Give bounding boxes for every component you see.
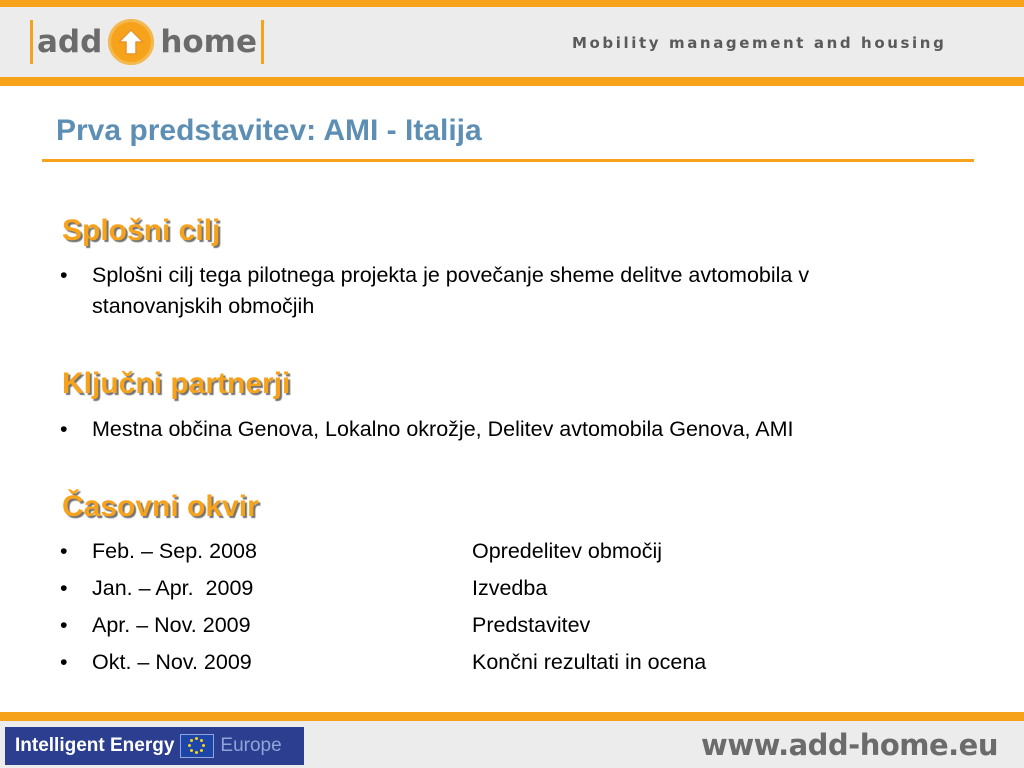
ie-logo-text: Intelligent Energy xyxy=(15,735,175,756)
bullet-text-line2: stanovanjskih območjih xyxy=(92,294,315,318)
bullet-dot: • xyxy=(60,613,68,637)
title-underline xyxy=(42,159,974,162)
bullet-dot: • xyxy=(60,576,68,600)
bullet-dot: • xyxy=(60,539,68,563)
timeline-activity: Opredelitev območij xyxy=(472,539,663,563)
up-arrow-in-circle-icon xyxy=(108,19,154,65)
bullet-text: Mestna občina Genova, Lokalno okrožje, Delitev avtomobila Genova, AMI xyxy=(92,417,794,441)
timeline-period: Apr. – Nov. 2009 xyxy=(92,613,251,637)
timeline-activity: Končni rezultati in ocena xyxy=(472,650,707,674)
bullet-dot: • xyxy=(60,650,68,674)
website-url: www.add-home.eu xyxy=(701,728,998,762)
timeline-period: Feb. – Sep. 2008 xyxy=(92,539,257,563)
section-heading-general-goal: Splošni cilj xyxy=(62,214,221,247)
section-heading-key-partners: Ključni partnerji xyxy=(62,367,291,400)
header-top-stripe xyxy=(0,0,1024,7)
timeline-activity: Izvedba xyxy=(472,576,548,600)
header-band xyxy=(0,0,1024,86)
eu-flag-icon xyxy=(180,734,214,758)
slide-title: Prva predstavitev: AMI - Italija xyxy=(56,114,482,147)
bullet-dot: • xyxy=(60,263,68,287)
tagline: Mobility management and housing xyxy=(572,34,947,52)
timeline-period: Jan. – Apr. 2009 xyxy=(92,576,254,600)
logo-word-add: add xyxy=(37,24,103,60)
add-home-logo xyxy=(30,18,264,66)
header-bottom-stripe xyxy=(0,77,1024,86)
ie-logo-europe: Europe xyxy=(220,735,282,756)
logo-right-bar xyxy=(261,20,264,64)
timeline-period: Okt. – Nov. 2009 xyxy=(92,650,252,674)
bullet-text-line1: Splošni cilj tega pilotnega projekta je povečanje sheme delitve avtomobila v xyxy=(92,263,810,287)
bullet-dot: • xyxy=(60,417,68,441)
footer-stripe xyxy=(0,712,1024,721)
timeline-activity: Predstavitev xyxy=(472,613,591,637)
logo-word-home: home xyxy=(160,24,258,60)
section-heading-timeframe: Časovni okvir xyxy=(62,490,259,523)
intelligent-energy-europe-logo xyxy=(5,727,304,765)
